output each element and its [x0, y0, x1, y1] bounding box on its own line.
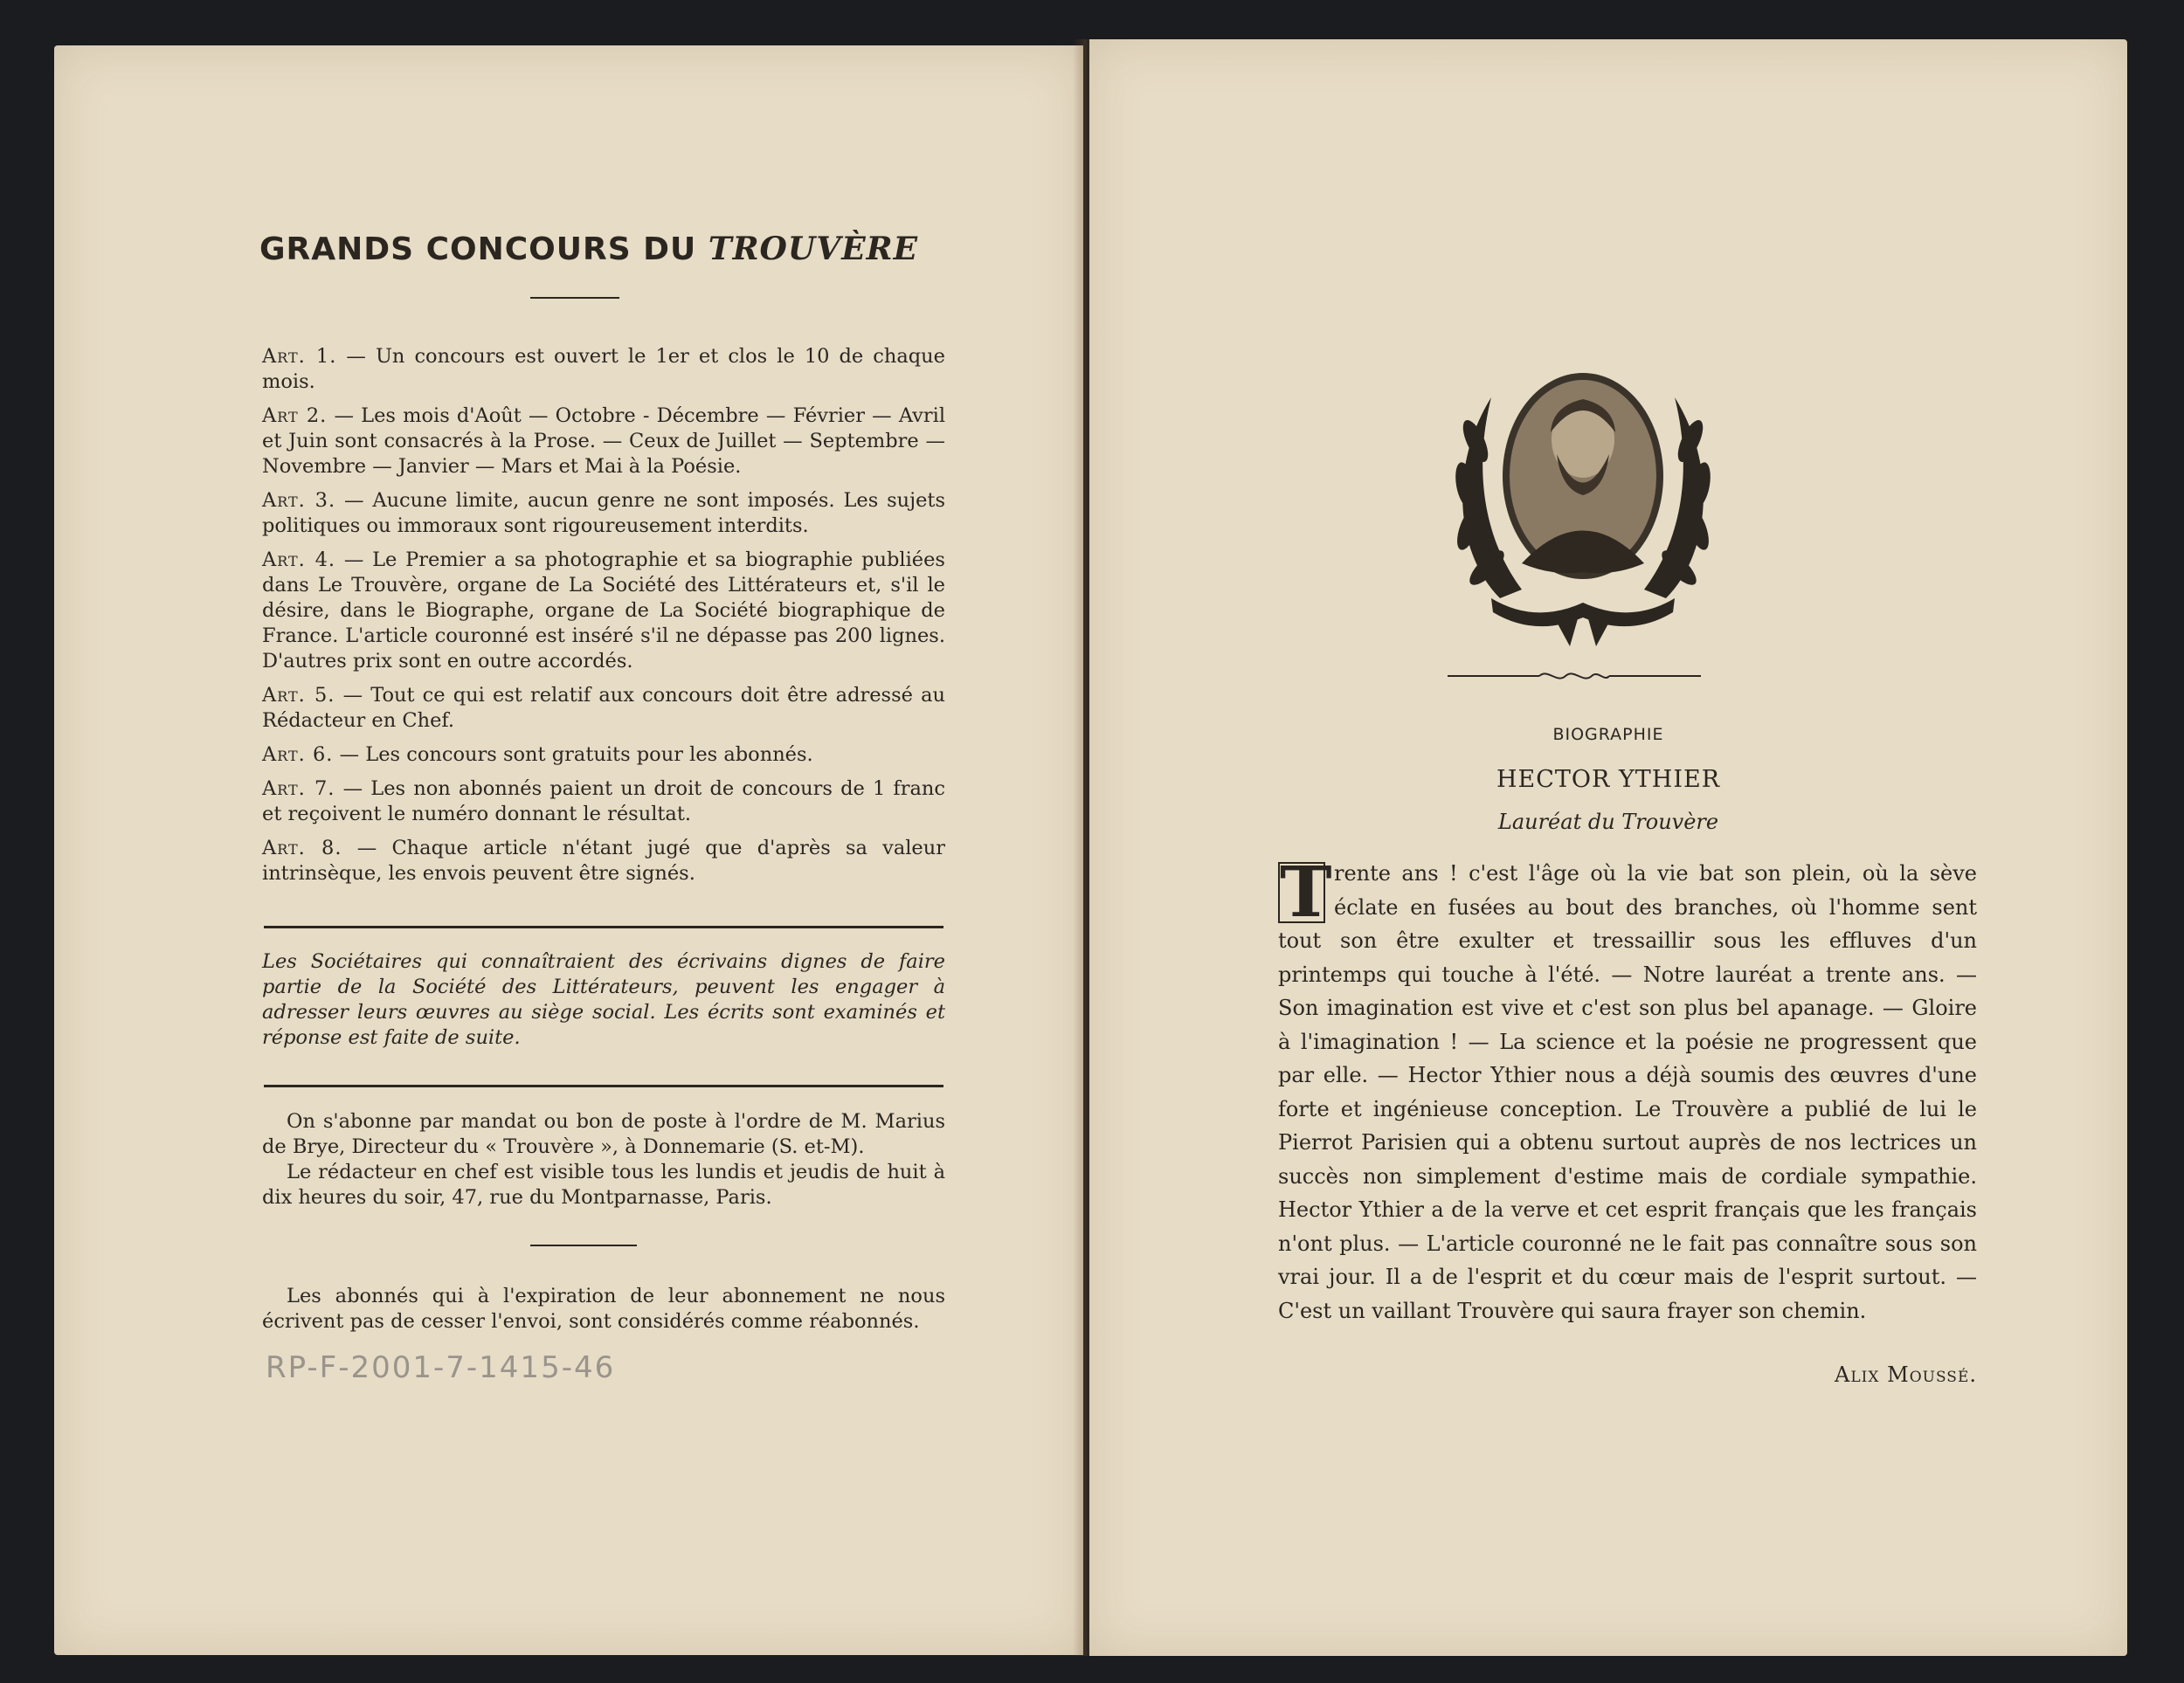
portrait-wreath [1439, 336, 1727, 651]
article-6 [262, 742, 945, 768]
page-title [257, 231, 921, 267]
article-1 [262, 344, 945, 395]
biography-body [1278, 851, 1977, 1328]
title-prefix: GRANDS CONCOURS DU [259, 231, 697, 267]
biography-text: rente ans ! c'est l'âge où la vie bat son plein, où la sève éclate en fusées au bout des branches, où l'homme sent tout son être exulter et tressaillir sous les effluves d'un printemps qui touche à l'été. — Notre lauréat a trente ans. — Son imagination est vive et c'est son plus bel apanage. — Gloire à l'imagination ! — La science et la poésie ne progressent que par elle. — Hector Ythier nous a déjà soumis des œuvres d'une forte et ingénieuse conception. Le Trouvère a publié de lui le Pierrot Parisien qui a obtenu surtout auprès de nos lectrices un succès non simplement d'estime mais de cordiale sympathie. Hector Ythier a de la verve et cet esprit français que les français n'ont plus. — L'article couronné ne le fait pas connaître sous son vrai jour. Il a de l'esprit et du cœur mais de l'esprit surtout. — C'est un vaillant Trouvère qui saura frayer son chemin. [1278, 861, 1977, 1323]
title-divider [530, 297, 619, 299]
article-text: — Aucune limite, aucun genre ne sont imposés. Les sujets politiques ou immoraux sont rigoureusement interdits. [262, 489, 945, 537]
section-divider [264, 926, 943, 928]
drop-cap: T [1280, 851, 1332, 933]
laureate-name: HECTOR YTHIER [1496, 766, 1721, 793]
article-4 [262, 548, 945, 674]
article-label: Art. 5. [262, 684, 335, 707]
article-label: Art. 3. [262, 489, 336, 512]
small-divider [530, 1245, 637, 1246]
article-label: Art. 7. [262, 777, 335, 800]
article-text: — Un concours est ouvert le 1er et clos le 10 de chaque mois. [262, 345, 945, 393]
article-label: Art. 8. [262, 837, 342, 859]
ornamental-divider [1448, 666, 1701, 686]
author-signature: Alix Moussé. [1835, 1362, 1977, 1387]
renewal-text: Les abonnés qui à l'expiration de leur abonnement ne nous écrivent pas de cesser l'envoi, sont considérés comme réabonnés. [262, 1285, 945, 1333]
laureate-subtitle: Lauréat du Trouvère [1497, 810, 1719, 834]
left-page [54, 45, 1083, 1655]
article-text: — Les non abonnés paient un droit de concours de 1 franc et reçoivent le numéro donnant le résultat. [262, 777, 946, 825]
article-text: — Le Premier a sa photographie et sa biographie publiées dans Le Trouvère, organe de La Société des Littérateurs et, s'il le désire, dans le Biographe, organe de La Société biographique de France. L'article couronné est inséré s'il ne dépasse pas 200 lignes. D'autres prix sont en outre accordés. [262, 548, 945, 673]
section-divider [264, 1085, 943, 1087]
section-heading: BIOGRAPHIE [1552, 725, 1664, 744]
subscription-text: On s'abonne par mandat ou bon de poste à l'ordre de M. Marius de Brye, Directeur du « Trouvère », à Donnemarie (S. et-M). [262, 1110, 945, 1158]
right-page [1089, 39, 2127, 1656]
article-text: — Chaque article n'étant jugé que d'après sa valeur intrinsèque, les envois peuvent être signés. [262, 837, 945, 885]
article-text: — Tout ce qui est relatif aux concours doit être adressé au Rédacteur en Chef. [262, 684, 945, 732]
article-label: Art. 6. [262, 743, 334, 766]
article-label: Art. 4. [262, 548, 336, 571]
title-italic: TROUVÈRE [708, 231, 919, 267]
article-text: — Les mois d'Août — Octobre - Décembre — Février — Avril et Juin sont consacrés à la Prose. — Ceux de Juillet — Septembre — Novembre — Janvier — Mars et Mai à la Poésie. [262, 404, 946, 478]
societaires-notice: Les Sociétaires qui connaîtraient des écrivains dignes de faire partie de la Société des Littérateurs, peuvent les engager à adresser leurs œuvres au siège social. Les écrits sont examinés et réponse est faite de suite. [262, 950, 945, 1049]
article-2 [262, 404, 945, 479]
article-label: Art. 1. [262, 345, 337, 368]
article-7 [262, 776, 945, 827]
article-text: — Les concours sont gratuits pour les abonnés. [339, 743, 813, 766]
article-8 [262, 836, 945, 886]
article-label: Art 2. [262, 404, 328, 427]
article-3 [262, 488, 945, 539]
editor-hours-text: Le rédacteur en chef est visible tous les lundis et jeudis de huit à dix heures du soir, 47, rue du Montparnasse, Paris. [262, 1161, 945, 1209]
articles-list [262, 344, 945, 886]
article-5 [262, 683, 945, 734]
inventory-number: RP-F-2001-7-1415-46 [266, 1350, 616, 1385]
